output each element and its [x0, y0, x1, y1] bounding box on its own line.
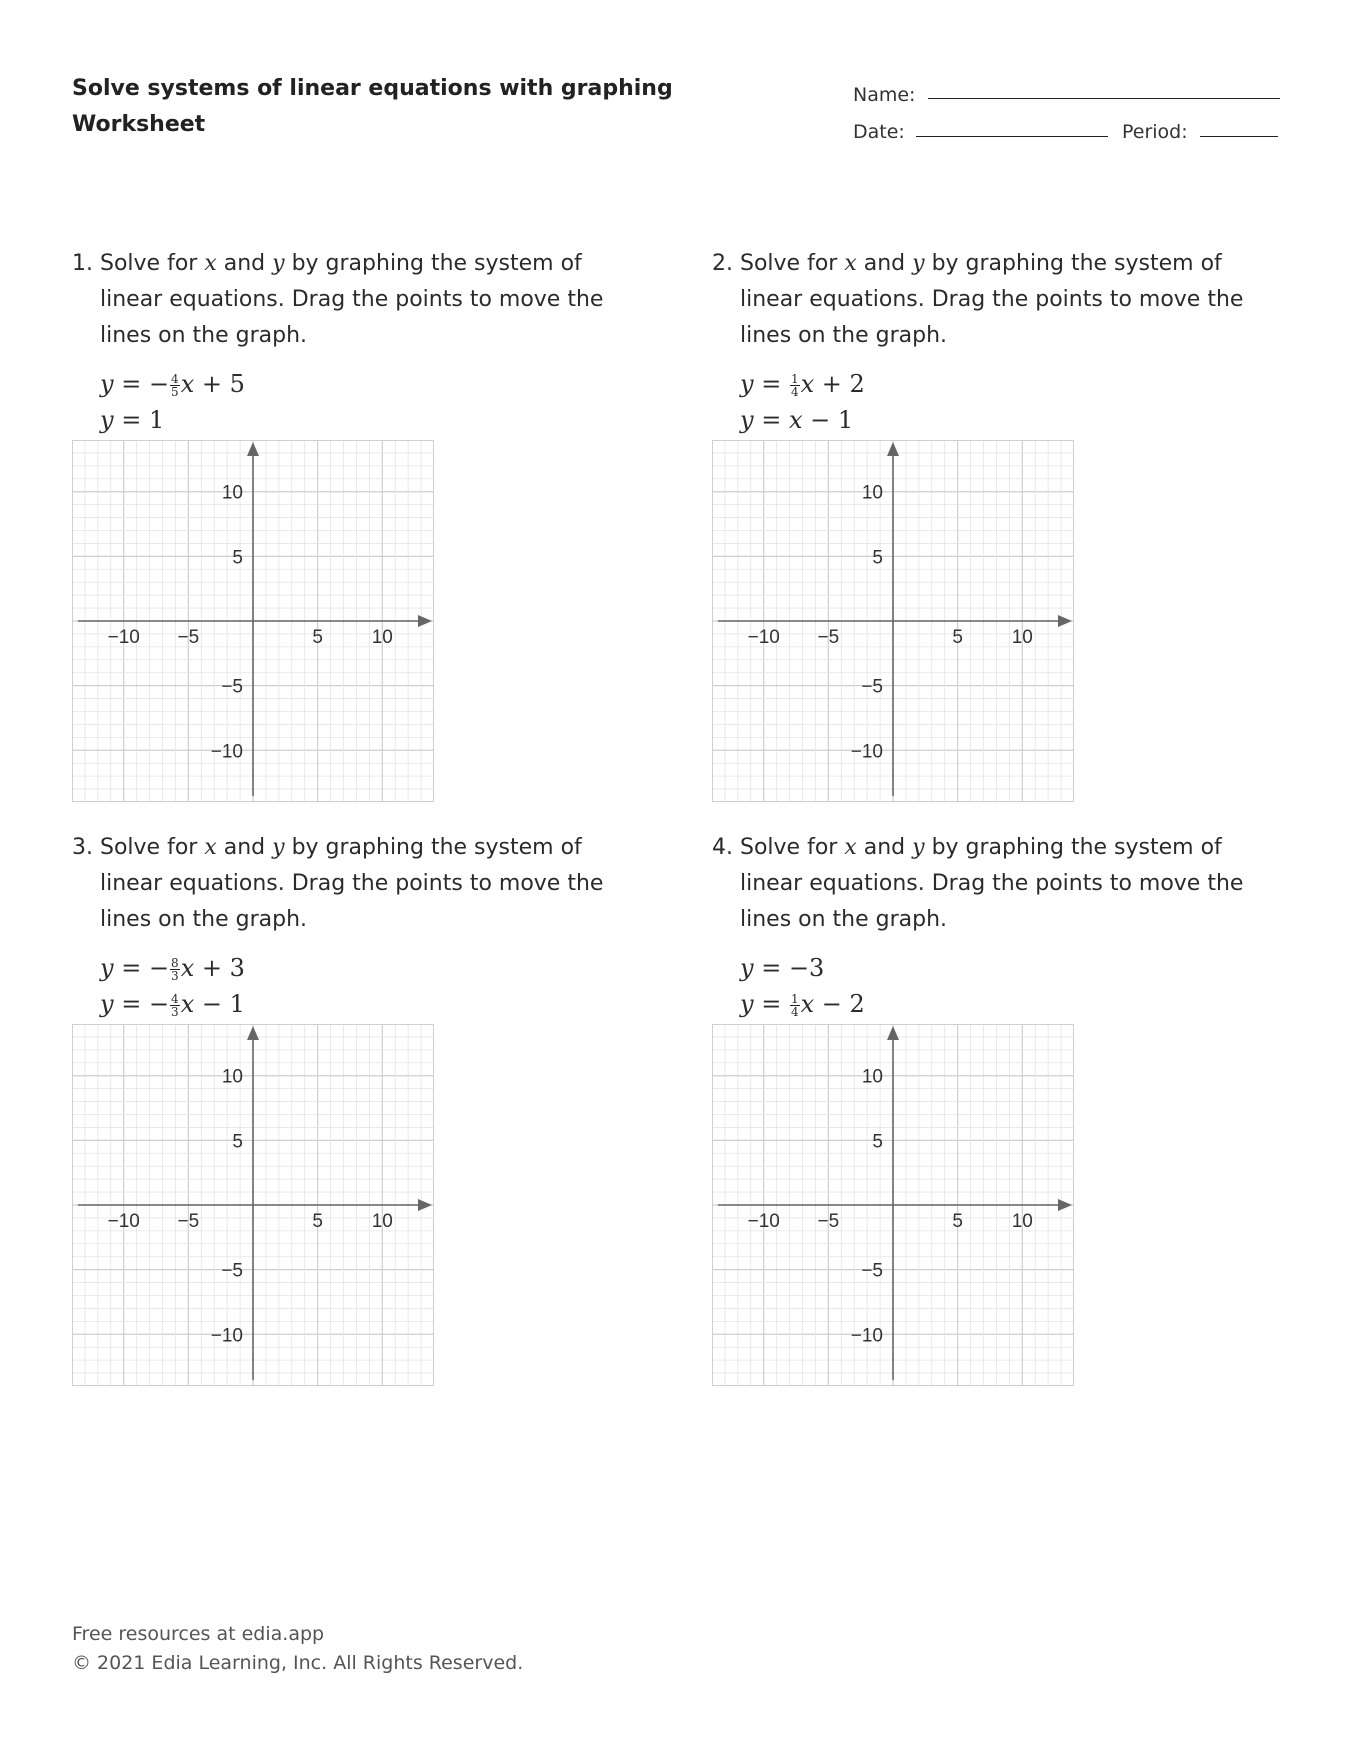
y-tick-label: 5 — [232, 1131, 243, 1153]
y-tick-label: −10 — [850, 1325, 883, 1347]
equation-lhs: y — [740, 370, 754, 398]
x-tick-label: 10 — [1011, 627, 1033, 648]
equation-relation: = — [753, 954, 789, 982]
problem-1 — [72, 246, 632, 763]
equation-constant: + 3 — [194, 954, 245, 982]
prompt-var-x: x — [844, 835, 857, 860]
x-tick-label: −5 — [817, 1211, 840, 1232]
name-label: Name: — [853, 84, 916, 106]
fraction-numerator: 4 — [171, 372, 179, 386]
equation-constant: − 2 — [814, 990, 865, 1018]
fraction-numerator: 1 — [790, 992, 799, 1006]
worksheet-title: Solve systems of linear equations with graphing — [72, 76, 673, 101]
prompt-text: Solve for — [740, 251, 845, 276]
date-label: Date: — [853, 121, 905, 143]
prompt-var-y: y — [272, 835, 285, 860]
footer-copyright: © 2021 Edia Learning, Inc. All Rights Reserved. — [72, 1652, 524, 1674]
x-tick-label: −10 — [107, 1211, 140, 1232]
problem-number: 2. — [712, 251, 733, 276]
x-tick-label: −5 — [177, 1211, 200, 1232]
equation-relation: = — [753, 406, 789, 434]
y-axis-arrow-icon — [247, 1026, 259, 1040]
x-tick-label: 5 — [312, 627, 323, 648]
prompt-text: by graphing the system of linear equations. Drag the points to move the lines on the graph. — [740, 251, 1244, 348]
equation-variable: x — [800, 370, 815, 398]
prompt-text: by graphing the system of linear equations. Drag the points to move the lines on the graph. — [100, 251, 604, 348]
equation-constant: + 5 — [194, 370, 245, 398]
prompt-var-x: x — [204, 251, 217, 276]
coordinate-grid[interactable] — [712, 1024, 1074, 1386]
y-tick-label: 10 — [221, 482, 243, 504]
equation-2 — [100, 986, 632, 1022]
equation-relation: = — [113, 406, 149, 434]
y-tick-label: −5 — [861, 676, 883, 698]
y-tick-label: −10 — [210, 1325, 243, 1347]
problem-3 — [72, 830, 632, 1347]
equation-constant: + 2 — [814, 370, 865, 398]
equation-sign: − — [148, 370, 170, 398]
y-tick-label: 5 — [232, 547, 243, 569]
y-tick-label: 5 — [872, 547, 883, 569]
period-field[interactable] — [1200, 136, 1278, 137]
fraction — [790, 373, 800, 398]
equation-constant: − 1 — [194, 990, 245, 1018]
equation-constant: −3 — [788, 954, 825, 982]
prompt-text: and — [216, 835, 273, 860]
prompt-text: and — [856, 835, 913, 860]
coordinate-grid[interactable] — [72, 1024, 434, 1386]
equation-lhs: y — [740, 406, 754, 434]
x-axis-arrow-icon — [418, 1199, 432, 1211]
fraction-numerator: 8 — [171, 956, 179, 970]
x-tick-label: −10 — [107, 627, 140, 648]
x-tick-label: 5 — [312, 1211, 323, 1232]
equation-2 — [740, 986, 1272, 1022]
prompt-text: Solve for — [740, 835, 845, 860]
prompt-text: Solve for — [100, 835, 205, 860]
equation-sign: − — [148, 954, 170, 982]
equation-2 — [100, 402, 632, 438]
equation-variable: x — [800, 990, 815, 1018]
equation-lhs: y — [740, 954, 754, 982]
period-label: Period: — [1122, 121, 1188, 143]
x-tick-label: −10 — [747, 1211, 780, 1232]
equation-lhs: y — [100, 406, 114, 434]
fraction-numerator: 4 — [171, 992, 179, 1006]
x-axis-arrow-icon — [1058, 615, 1072, 627]
fraction — [170, 957, 180, 982]
fraction-denominator: 3 — [171, 969, 179, 983]
equation-lhs: y — [100, 370, 114, 398]
equation-relation: = — [113, 954, 149, 982]
equation-2 — [740, 402, 1272, 438]
problem-4 — [712, 830, 1272, 1347]
equation-system — [712, 366, 1272, 438]
x-tick-label: 10 — [371, 1211, 393, 1232]
equation-system — [72, 366, 632, 438]
y-tick-label: 5 — [872, 1131, 883, 1153]
prompt-var-y: y — [912, 251, 925, 276]
equation-system — [72, 950, 632, 1022]
name-field[interactable] — [928, 98, 1280, 99]
y-tick-label: −5 — [221, 1260, 243, 1282]
y-tick-label: 10 — [861, 482, 883, 504]
prompt-var-y: y — [912, 835, 925, 860]
fraction — [170, 993, 180, 1018]
prompt-text: by graphing the system of linear equations. Drag the points to move the lines on the graph. — [100, 835, 604, 932]
x-axis-arrow-icon — [418, 615, 432, 627]
x-tick-label: 5 — [952, 1211, 963, 1232]
problem-number: 1. — [72, 251, 93, 276]
equation-lhs: y — [740, 990, 754, 1018]
equation-constant: 1 — [148, 406, 165, 434]
problem-2 — [712, 246, 1272, 763]
prompt-text: by graphing the system of linear equations. Drag the points to move the lines on the graph. — [740, 835, 1244, 932]
y-tick-label: −5 — [861, 1260, 883, 1282]
x-tick-label: −5 — [177, 627, 200, 648]
equation-system — [712, 950, 1272, 1022]
fraction-denominator: 5 — [171, 385, 179, 399]
fraction — [790, 993, 800, 1018]
equation-relation: = — [753, 990, 789, 1018]
y-tick-label: −10 — [210, 741, 243, 763]
equation-constant: − 1 — [802, 406, 854, 434]
fraction-denominator: 3 — [171, 1005, 179, 1019]
equation-1 — [100, 366, 632, 402]
equation-variable: x — [788, 406, 803, 434]
date-field[interactable] — [916, 136, 1108, 137]
y-tick-label: 10 — [861, 1066, 883, 1088]
coordinate-grid[interactable] — [72, 440, 434, 802]
problem-number: 4. — [712, 835, 733, 860]
equation-1 — [100, 950, 632, 986]
fraction-numerator: 1 — [790, 372, 799, 386]
fraction — [170, 373, 180, 398]
x-tick-label: 10 — [371, 627, 393, 648]
prompt-text: and — [216, 251, 273, 276]
x-tick-label: 10 — [1011, 1211, 1033, 1232]
problem-prompt — [72, 246, 632, 354]
equation-variable: x — [180, 370, 195, 398]
y-tick-label: 10 — [221, 1066, 243, 1088]
problem-prompt — [72, 830, 632, 938]
problem-prompt — [712, 830, 1272, 938]
equation-1 — [740, 950, 1272, 986]
equation-lhs: y — [100, 954, 114, 982]
equation-relation: = — [113, 990, 149, 1018]
prompt-text: Solve for — [100, 251, 205, 276]
x-tick-label: −10 — [747, 627, 780, 648]
prompt-var-x: x — [204, 835, 217, 860]
equation-relation: = — [113, 370, 149, 398]
x-tick-label: 5 — [952, 627, 963, 648]
footer-resources: Free resources at edia.app — [72, 1623, 325, 1645]
equation-relation: = — [753, 370, 789, 398]
equation-sign: − — [148, 990, 170, 1018]
problem-prompt — [712, 246, 1272, 354]
prompt-text: and — [856, 251, 913, 276]
y-axis-arrow-icon — [247, 442, 259, 456]
prompt-var-x: x — [844, 251, 857, 276]
y-tick-label: −10 — [850, 741, 883, 763]
y-axis-arrow-icon — [887, 442, 899, 456]
coordinate-grid[interactable] — [712, 440, 1074, 802]
prompt-var-y: y — [272, 251, 285, 276]
equation-variable: x — [180, 990, 195, 1018]
y-tick-label: −5 — [221, 676, 243, 698]
equation-1 — [740, 366, 1272, 402]
x-axis-arrow-icon — [1058, 1199, 1072, 1211]
equation-variable: x — [180, 954, 195, 982]
x-tick-label: −5 — [817, 627, 840, 648]
worksheet-subtitle: Worksheet — [72, 112, 206, 137]
fraction-denominator: 4 — [790, 385, 799, 399]
fraction-denominator: 4 — [790, 1005, 799, 1019]
equation-lhs: y — [100, 990, 114, 1018]
problem-number: 3. — [72, 835, 93, 860]
y-axis-arrow-icon — [887, 1026, 899, 1040]
